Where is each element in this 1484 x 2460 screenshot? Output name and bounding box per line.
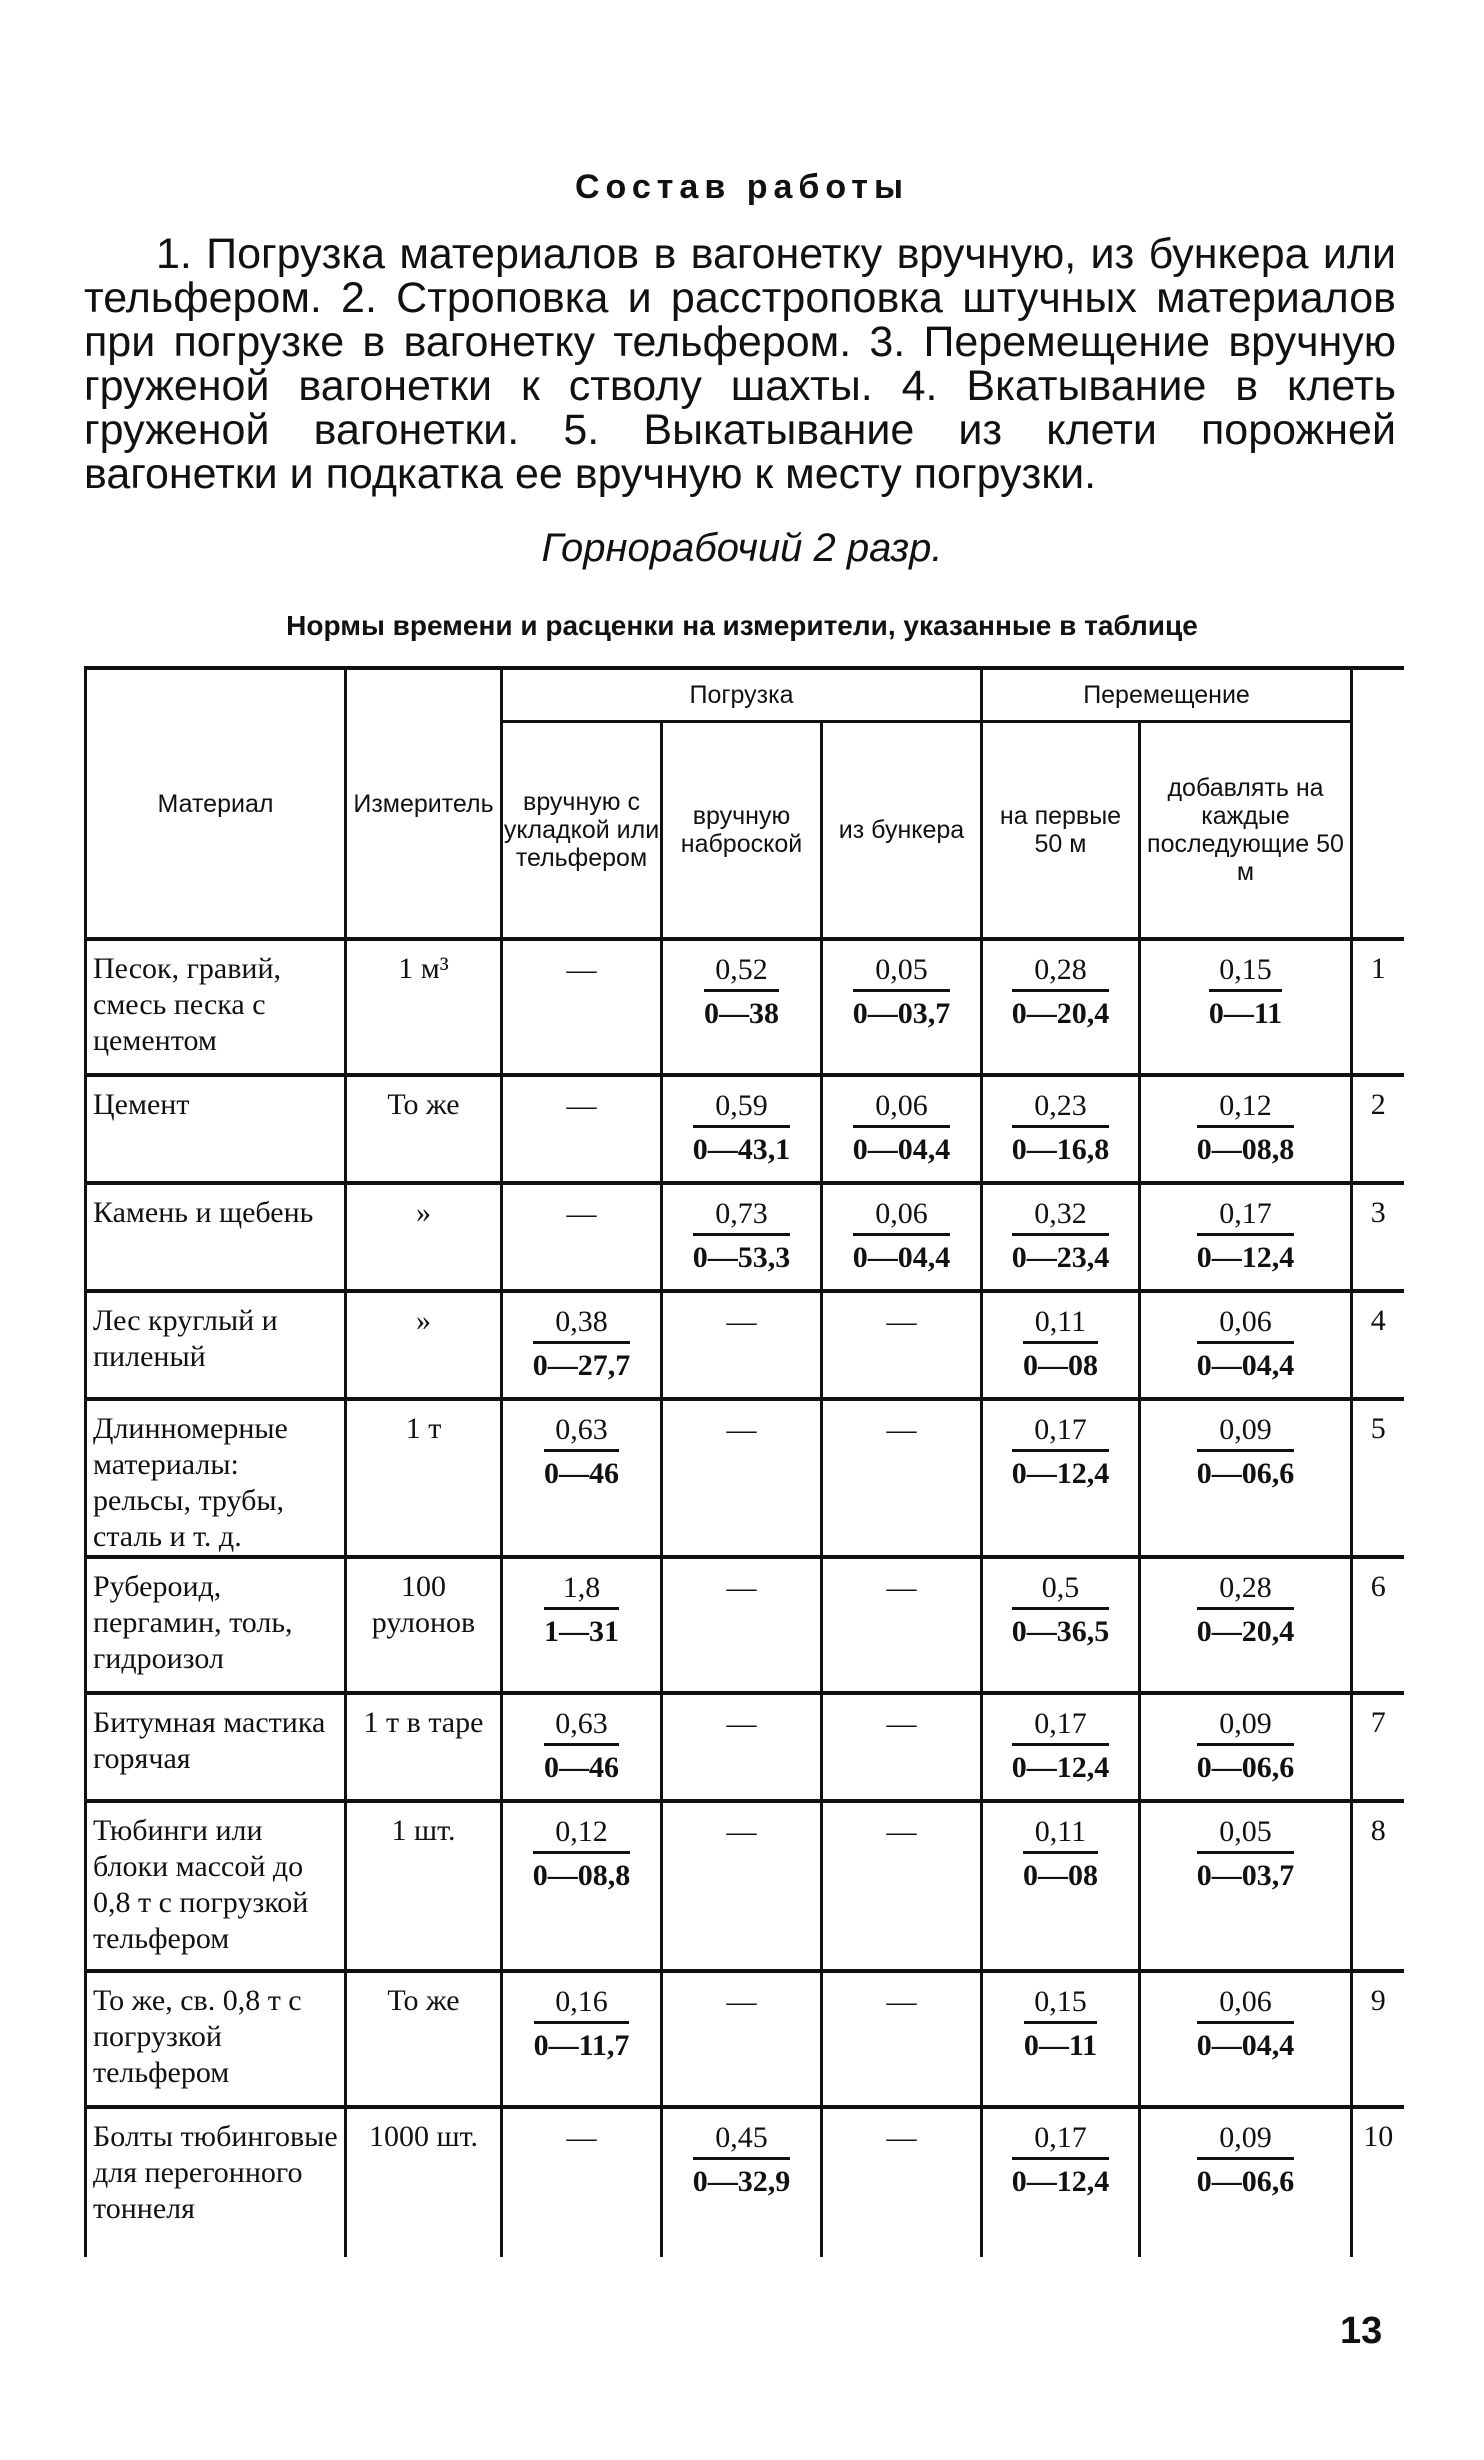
norm-cell [502, 1075, 662, 1183]
norm-fraction [533, 1303, 631, 1388]
norm-fraction [1012, 1705, 1110, 1790]
material-cell: Камень и щебень [86, 1183, 346, 1291]
time-norm: 0,17 [1012, 1705, 1110, 1746]
time-norm: 0,06 [1197, 1303, 1295, 1344]
norm-cell [662, 1399, 822, 1557]
norm-fraction [533, 1813, 631, 1898]
norm-cell [822, 1291, 982, 1399]
norm-cell [822, 1693, 982, 1801]
time-norm: 0,05 [853, 951, 951, 992]
time-norm: 0,73 [693, 1195, 791, 1236]
norm-fraction [1197, 1983, 1295, 2068]
time-norm: 0,11 [1023, 1813, 1098, 1854]
time-norm: 0,15 [1209, 951, 1282, 992]
norm-cell [982, 939, 1140, 1075]
unit-cell: То же [346, 1971, 502, 2107]
norm-cell [502, 1801, 662, 1971]
time-norm: 0,59 [693, 1087, 791, 1128]
table-row [86, 1291, 1404, 1399]
norm-cell [502, 2107, 662, 2257]
time-norm: 0,16 [534, 1983, 630, 2024]
table-row [86, 1399, 1404, 1557]
time-norm: 0,09 [1197, 1705, 1295, 1746]
worker-grade: Горнорабочий 2 разр. [541, 526, 943, 570]
norm-cell [502, 1399, 662, 1557]
norm-cell [502, 1971, 662, 2107]
norm-fraction [534, 1983, 630, 2068]
material-cell: Тюбинги или блоки массой до 0,8 т с погрузкой тельфером [86, 1801, 346, 1971]
row-number: 10 [1352, 2107, 1404, 2257]
empty-dash: — [886, 1305, 917, 1338]
time-norm: 0,17 [1197, 1195, 1295, 1236]
material-cell: Длинномерные материалы: рельсы, трубы, сталь и т. д. [86, 1399, 346, 1557]
norm-cell [1140, 939, 1352, 1075]
norms-table-body [86, 939, 1404, 2257]
norm-cell [1140, 2107, 1352, 2257]
unit-cell: » [346, 1183, 502, 1291]
row-number: 9 [1352, 1971, 1404, 2107]
norm-cell [822, 939, 982, 1075]
table-row [86, 939, 1404, 1075]
time-norm: 0,09 [1197, 2119, 1295, 2160]
table-row [86, 1801, 1404, 1971]
unit-cell: » [346, 1291, 502, 1399]
norm-fraction [1197, 1569, 1295, 1654]
row-number: 3 [1352, 1183, 1404, 1291]
norm-fraction [1197, 1813, 1295, 1898]
header-first-50m: на первые 50 м [982, 722, 1140, 940]
row-number: 1 [1352, 939, 1404, 1075]
norm-cell [822, 1801, 982, 1971]
time-norm: 0,45 [693, 2119, 791, 2160]
norm-cell [662, 1693, 822, 1801]
empty-dash: — [566, 2121, 597, 2154]
rate-value: 0—46 [544, 1457, 619, 1490]
empty-dash: — [566, 1197, 597, 1230]
empty-dash: — [886, 1571, 917, 1604]
norm-fraction [544, 1569, 619, 1654]
empty-dash: — [566, 1089, 597, 1122]
header-material: Материал [86, 668, 346, 939]
norm-cell [1140, 1693, 1352, 1801]
rate-value: 0—16,8 [1011, 1133, 1110, 1166]
norm-cell [982, 2107, 1140, 2257]
rate-value: 0—06,6 [1196, 2165, 1295, 2198]
unit-cell: То же [346, 1075, 502, 1183]
rate-value: 0—04,4 [1196, 1349, 1295, 1382]
norm-fraction [1012, 1411, 1110, 1496]
norm-cell [1140, 1557, 1352, 1693]
norm-cell [982, 1291, 1140, 1399]
time-norm: 1,8 [544, 1569, 619, 1610]
norm-cell [982, 1075, 1140, 1183]
row-number: 7 [1352, 1693, 1404, 1801]
table-row [86, 1971, 1404, 2107]
page-number: 13 [1340, 2310, 1383, 2352]
header-moving: Перемещение [982, 668, 1352, 722]
time-norm: 0,09 [1197, 1411, 1295, 1452]
table-row [86, 2107, 1404, 2257]
norm-cell [822, 1075, 982, 1183]
norm-fraction [1197, 1303, 1295, 1388]
time-norm: 0,06 [853, 1195, 951, 1236]
norm-cell [502, 1291, 662, 1399]
norm-cell [662, 1291, 822, 1399]
norm-fraction [1209, 951, 1282, 1036]
unit-cell: 1 т [346, 1399, 502, 1557]
norm-fraction [853, 951, 951, 1036]
time-norm: 0,28 [1197, 1569, 1295, 1610]
empty-dash: — [566, 953, 597, 986]
empty-dash: — [726, 1571, 757, 1604]
norm-fraction [853, 1087, 951, 1172]
empty-dash: — [726, 1985, 757, 2018]
rate-value: 0—11,7 [533, 2029, 630, 2062]
row-number: 4 [1352, 1291, 1404, 1399]
time-norm: 0,63 [544, 1705, 619, 1746]
unit-cell: 1 шт. [346, 1801, 502, 1971]
material-cell: Рубероид, пергамин, толь, гидроизол [86, 1557, 346, 1693]
rate-value: 0—06,6 [1196, 1457, 1295, 1490]
empty-dash: — [886, 2121, 917, 2154]
norm-cell [502, 1557, 662, 1693]
material-cell: Песок, гравий, смесь песка с цементом [86, 939, 346, 1075]
header-loading: Погрузка [502, 668, 982, 722]
norm-cell [982, 1693, 1140, 1801]
empty-dash: — [886, 1815, 917, 1848]
unit-cell: 100 рулонов [346, 1557, 502, 1693]
norm-cell [662, 1971, 822, 2107]
norm-fraction [1197, 1195, 1295, 1280]
row-number: 2 [1352, 1075, 1404, 1183]
norm-cell [982, 1971, 1140, 2107]
time-norm: 0,12 [1197, 1087, 1295, 1128]
empty-dash: — [726, 1707, 757, 1740]
time-norm: 0,17 [1012, 2119, 1110, 2160]
norm-fraction [1012, 2119, 1110, 2204]
norm-fraction [704, 951, 779, 1036]
norm-fraction [1012, 1195, 1110, 1280]
time-norm: 0,17 [1012, 1411, 1110, 1452]
table-caption: Нормы времени и расценки на измерители, указанные в таблице [286, 610, 1198, 641]
unit-cell: 1000 шт. [346, 2107, 502, 2257]
rate-value: 0—20,4 [1196, 1615, 1295, 1648]
norm-cell [1140, 1075, 1352, 1183]
norm-cell [662, 2107, 822, 2257]
rate-value: 0—36,5 [1011, 1615, 1110, 1648]
time-norm: 0,28 [1012, 951, 1110, 992]
norm-fraction [544, 1705, 619, 1790]
empty-dash: — [886, 1985, 917, 2018]
norm-fraction [693, 1087, 791, 1172]
rate-value: 0—03,7 [852, 997, 951, 1030]
norm-fraction [1197, 1705, 1295, 1790]
norm-fraction [1024, 1983, 1097, 2068]
norm-fraction [544, 1411, 619, 1496]
time-norm: 0,52 [704, 951, 779, 992]
time-norm: 0,15 [1024, 1983, 1097, 2024]
header-unit: Измеритель [346, 668, 502, 939]
norm-cell [982, 1557, 1140, 1693]
rate-value: 0—12,4 [1011, 1751, 1110, 1784]
norm-cell [502, 1183, 662, 1291]
norm-cell [822, 1399, 982, 1557]
rate-value: 0—43,1 [692, 1133, 791, 1166]
norm-cell [822, 1971, 982, 2107]
norm-fraction [1012, 1569, 1110, 1654]
rate-value: 0—04,4 [1196, 2029, 1295, 2062]
material-cell: Болты тюбинговые для перегонного тоннеля [86, 2107, 346, 2257]
empty-dash: — [726, 1305, 757, 1338]
table-row [86, 1557, 1404, 1693]
rate-value: 0—53,3 [692, 1241, 791, 1274]
header-manual-laying: вручную с укладкой или тельфером [502, 722, 662, 940]
norm-fraction [1012, 1087, 1110, 1172]
norm-cell [982, 1183, 1140, 1291]
norm-cell [982, 1399, 1140, 1557]
rate-value: 0—08,8 [1196, 1133, 1295, 1166]
norm-cell [502, 939, 662, 1075]
material-cell: Битумная мастика горячая [86, 1693, 346, 1801]
rate-value: 0—27,7 [532, 1349, 631, 1382]
time-norm: 0,06 [853, 1087, 951, 1128]
time-norm: 0,5 [1012, 1569, 1110, 1610]
rate-value: 0—08 [1023, 1859, 1098, 1892]
unit-cell: 1 т в таре [346, 1693, 502, 1801]
norm-cell [662, 1183, 822, 1291]
header-each-50m: добавлять на каждые последующие 50 м [1140, 722, 1352, 940]
rate-value: 0—12,4 [1011, 2165, 1110, 2198]
norms-table [84, 666, 1404, 2257]
rate-value: 0—04,4 [852, 1133, 951, 1166]
work-description: 1. Погрузка материалов в вагонетку вручную, из бункера или тельфером. 2. Строповка и расстроповка штучных материалов при погрузке в вагонетку тельфером. 3. Перемещение вручную груженой вагонетки к стволу шахты. 4. Вкатывание в клеть груженой вагонетки. 5. Выкатывание из клети порожней вагонетки и подкатка ее вручную к месту погрузки. [84, 230, 1396, 498]
norm-fraction [693, 1195, 791, 1280]
rate-value: 0—12,4 [1011, 1457, 1110, 1490]
rate-value: 0—06,6 [1196, 1751, 1295, 1784]
header-bunker: из бункера [822, 722, 982, 940]
unit-cell: 1 м³ [346, 939, 502, 1075]
material-cell: То же, св. 0,8 т с погрузкой тельфером [86, 1971, 346, 2107]
empty-dash: — [886, 1707, 917, 1740]
norm-cell [662, 1801, 822, 1971]
table-row [86, 1075, 1404, 1183]
time-norm: 0,12 [533, 1813, 631, 1854]
empty-dash: — [726, 1413, 757, 1446]
table-row [86, 1693, 1404, 1801]
norm-cell [1140, 1399, 1352, 1557]
norm-fraction [1197, 2119, 1295, 2204]
time-norm: 0,06 [1197, 1983, 1295, 2024]
empty-dash: — [886, 1413, 917, 1446]
norm-cell [662, 1557, 822, 1693]
norm-cell [822, 1183, 982, 1291]
norm-fraction [1023, 1813, 1098, 1898]
material-cell: Лес круглый и пиленый [86, 1291, 346, 1399]
row-number: 6 [1352, 1557, 1404, 1693]
section-heading: Состав работы [575, 168, 909, 206]
rate-value: 0—04,4 [852, 1241, 951, 1274]
table-row [86, 1183, 1404, 1291]
rate-value: 0—20,4 [1011, 997, 1110, 1030]
norm-fraction [1197, 1411, 1295, 1496]
rate-value: 0—08 [1023, 1349, 1098, 1382]
time-norm: 0,38 [533, 1303, 631, 1344]
norm-fraction [1023, 1303, 1098, 1388]
time-norm: 0,11 [1023, 1303, 1098, 1344]
header-manual-throw: вручную наброской [662, 722, 822, 940]
rate-value: 0—23,4 [1011, 1241, 1110, 1274]
norm-cell [1140, 1801, 1352, 1971]
time-norm: 0,63 [544, 1411, 619, 1452]
norm-fraction [1012, 951, 1110, 1036]
row-number: 8 [1352, 1801, 1404, 1971]
empty-dash: — [726, 1815, 757, 1848]
time-norm: 0,23 [1012, 1087, 1110, 1128]
norm-cell [662, 1075, 822, 1183]
norm-cell [822, 1557, 982, 1693]
norm-cell [822, 2107, 982, 2257]
norm-fraction [853, 1195, 951, 1280]
norm-cell [1140, 1291, 1352, 1399]
rate-value: 0—11 [1023, 2029, 1098, 2062]
norm-cell [982, 1801, 1140, 1971]
rate-value: 0—12,4 [1196, 1241, 1295, 1274]
material-cell: Цемент [86, 1075, 346, 1183]
rate-value: 1—31 [544, 1615, 619, 1648]
norm-cell [1140, 1183, 1352, 1291]
norm-cell [662, 939, 822, 1075]
rate-value: 0—11 [1208, 997, 1283, 1030]
rate-value: 0—32,9 [692, 2165, 791, 2198]
rate-value: 0—03,7 [1196, 1859, 1295, 1892]
norm-fraction [693, 2119, 791, 2204]
rate-value: 0—08,8 [532, 1859, 631, 1892]
time-norm: 0,32 [1012, 1195, 1110, 1236]
norm-fraction [1197, 1087, 1295, 1172]
row-number: 5 [1352, 1399, 1404, 1557]
rate-value: 0—38 [704, 997, 779, 1030]
time-norm: 0,05 [1197, 1813, 1295, 1854]
rate-value: 0—46 [544, 1751, 619, 1784]
norm-cell [502, 1693, 662, 1801]
norm-cell [1140, 1971, 1352, 2107]
header-row-number [1352, 668, 1404, 939]
